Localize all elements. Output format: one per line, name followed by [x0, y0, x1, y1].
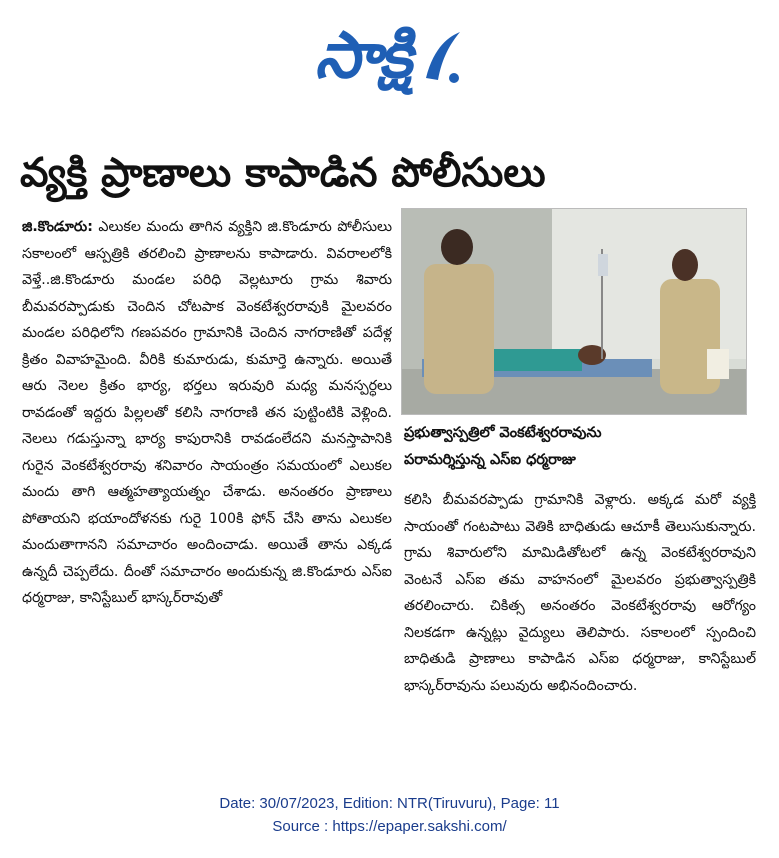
masthead	[0, 10, 779, 102]
source-link[interactable]: Source : https://epaper.sakshi.com/	[272, 818, 507, 835]
article-body-right	[404, 487, 756, 769]
article-photo	[401, 208, 747, 415]
article-body-left	[22, 214, 392, 769]
sakshi-logo	[314, 19, 464, 93]
logo-swoosh-icon	[420, 26, 464, 86]
logo-text: సాక్షి	[314, 19, 411, 93]
right-column-text: కలిసి బీమవరప్పాడు గ్రామానికి వెళ్లారు. అక్కడ మరో వ్యక్తి సాయంతో గంటపాటు వెతికి బాధితుడు ఆచూకీ తెలుసుకున్నారు. గ్రామ శివారులోని మామిడితోటలో ఉన్న వెంకటేశ్వరరావుని వెంటనే ఎస్ఐ తమ వాహనంలో మైలవరం ప్రభుత్వాస్పత్రికి తరలించారు. చికిత్స అనంతరం వెంకటేశ్వరరావు ఆరోగ్యం నిలకడగా ఉన్నట్లు వైద్యులు తెలిపారు. సకాలంలో స్పందించి బాధితుడి ప్రాణాలు కాపాడిన ఎస్ఐ ధర్మరాజు, కానిస్టేబుల్ భాస్కర్‌రావును పలువురు అభినందించారు.	[404, 492, 756, 694]
article-dateline: జి.కొండూరు:	[22, 219, 93, 235]
article-headline: వ్యక్తి ప్రాణాలు కాపాడిన పోలీసులు	[20, 150, 546, 196]
hospital-photo-illustration	[402, 209, 746, 414]
source-footer	[0, 792, 779, 838]
photo-caption-line-1: ప్రభుత్వాస్పత్రిలో వెంకటేశ్వరరావును	[404, 425, 602, 441]
left-column-text: ఎలుకల మందు తాగిన వ్యక్తిని జి.కొండూరు పోలీసులు సకాలంలో ఆస్పత్రికి తరలించి ప్రాణాలను కాపాడారు. వివరాలలోకి వెళ్తే..జి.కొండూరు మండల పరిధి వెల్లటూరు గ్రామ శివారు బీమవరప్పాడుకు చెందిన చోటపాక వెంకటేశ్వరరావుకి మైలవరం మండల పరిధిలోని గణపవరం గ్రామానికి చెందిన నాగరాణితో పదేళ్ల క్రితం వివాహమైంది. వీరికి కుమారుడు, కుమార్తె ఉన్నారు. అయితే ఆరు నెలల క్రితం భార్య, భర్తలు ఇరువురి మధ్య మనస్పర్ధలు రావడంతో ఇద్దరు పిల్లలతో కలిసి నాగరాణి తన పుట్టింటికి వెళ్లింది. నెలలు గడుస్తున్నా భార్య కాపురానికి రావడంలేదని మనస్తాపానికి గురైన వెంకటేశ్వరరావు శనివారం సాయంత్రం సమయంలో ఎలుకల మందు తాగి ఆత్మహత్యాయత్నం చేశాడు. అనంతరం ప్రాణాలు పోతాయని భయాందోళనకు గురై 100కి ఫోన్ చేసి తాను ఎలుకల మందుతాగానని సమాచారం అందించాడు. అయితే తాను ఎక్కడ ఉన్నదీ చెప్పలేదు. దీంతో సమాచారం అందుకున్న జి.కొండూరు ఎస్ఐ ధర్మరాజు, కానిస్టేబుల్ భాస్కర్‌రావుతో	[22, 219, 392, 606]
photo-caption-line-2: పరామర్శిస్తున్న ఎస్ఐ ధర్మరాజు	[404, 452, 576, 468]
photo-caption	[404, 420, 754, 480]
edition-info: Date: 30/07/2023, Edition: NTR(Tiruvuru), Page: 11	[219, 795, 560, 812]
